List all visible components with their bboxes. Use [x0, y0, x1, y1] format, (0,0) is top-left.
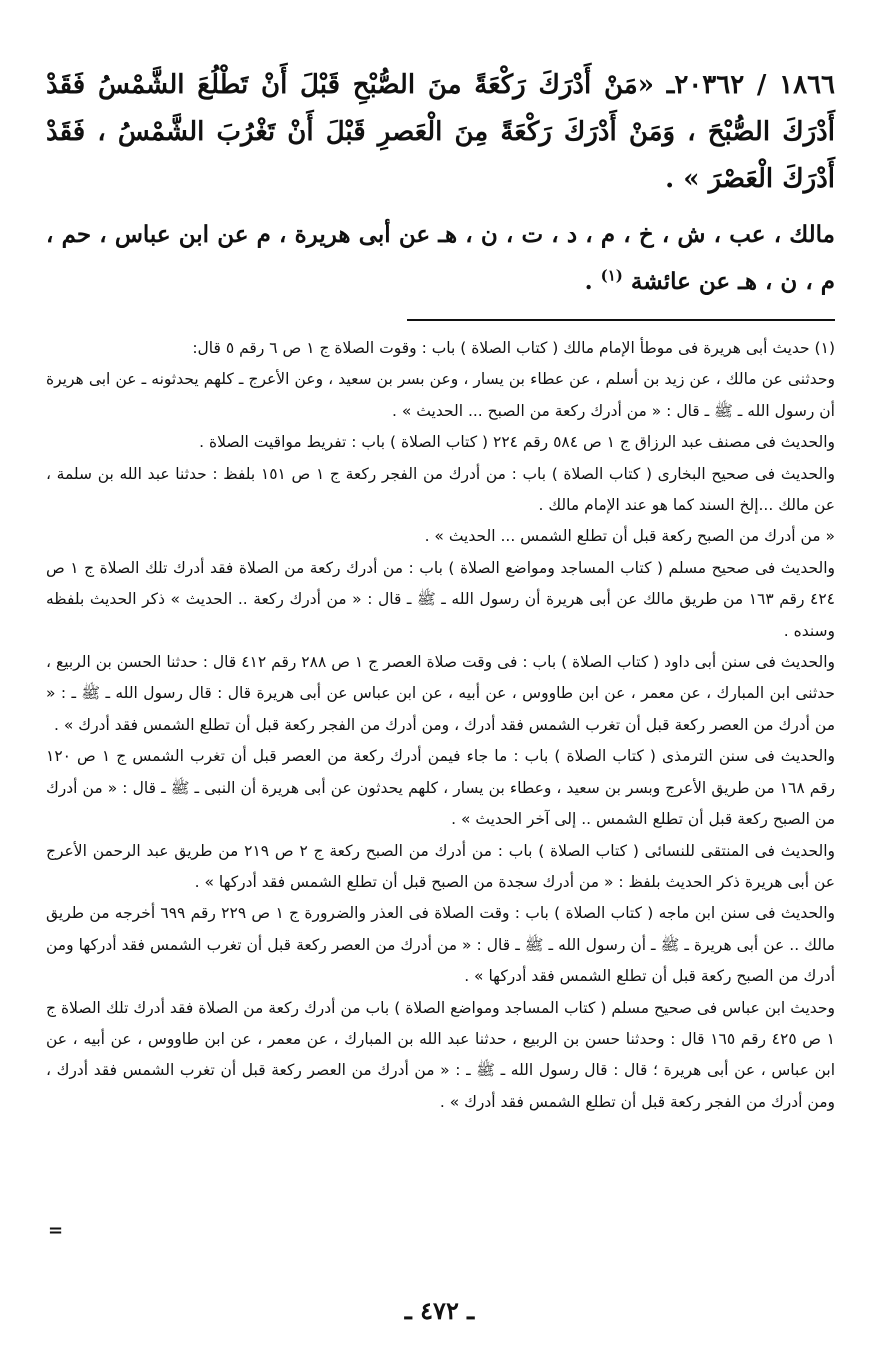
footnote-paragraph: « من أدرك من الصبح ركعة قبل أن تطلع الشمس ... الحديث » . [424, 527, 835, 546]
footnote-paragraph: والحديث فى صحيح البخارى ( كتاب الصلاة ) باب : من أدرك من الفجر ركعة ج ١ ص ١٥١ بلفظ : حدثنا عبد الله بن سلمة ، عن مالك ...إلخ السند كما هو عند الإمام مالك . [46, 464, 836, 515]
footnote-reference: (١) [600, 266, 623, 285]
footnote-paragraph: والحديث فى صحيح مسلم ( كتاب المساجد ومواضع الصلاة ) باب : من أدرك ركعة من الصلاة فقد أدرك تلك الصلاة ج ١ ص ٤٢٤ رقم ١٦٣ من طريق مالك عن أبى هريرة أن رسول الله ـ ﷺ ـ قال : « من أدرك ركعة .. الحديث » ذكر الحديث بلفظه وسنده . [46, 558, 835, 640]
footnote-paragraph: (١) حديث أبى هريرة فى موطأ الإمام مالك ( كتاب الصلاة ) باب : وقوت الصلاة ج ١ ص ٦ رقم ٥ قال: [192, 339, 835, 357]
footnote-paragraph: والحديث فى سنن الترمذى ( كتاب الصلاة ) باب : ما جاء فيمن أدرك ركعة من العصر قبل أن تغرب الشمس ج ١ ص ١٢٠ رقم ١٦٨ من طريق الأعرج وبسر بن سعيد ، وعطاء بن يسار ، كلهم يحدثون عن أبى هريرة أن النبى ـ ﷺ ـ قال : « من أدرك من الصبح ركعة قبل أن تطلع الشمس .. إلى آخر الحديث » . [46, 747, 835, 829]
sources-list: مالك ، عب ، ش ، خ ، م ، د ، ت ، ن ، هـ عن أبى هريرة ، م عن ابن عباس ، حم ، م ، ن ، هـ عن عائشة [46, 221, 835, 295]
footnote-paragraph: والحديث فى المنتقى للنسائى ( كتاب الصلاة ) باب : من أدرك من الصبح ركعة ج ٢ ص ٢١٩ من طريق عبد الرحمن الأعرج عن أبى هريرة ذكر الحديث بلفظ : « من أدرك سجدة من الصبح قبل أن تطلع الشمس فقد أدركها » . [46, 841, 835, 891]
footnote-paragraph: والحديث فى مصنف عبد الرزاق ج ١ ص ٥٨٤ رقم ٢٢٤ ( كتاب الصلاة ) باب : تفريط مواقيت الصلاة . [199, 433, 835, 452]
hadith-sources [46, 211, 835, 305]
hadith-text: ١٨٦٦ / ٢٠٣٦٢ـ «مَنْ أَدْرَكَ رَكْعَةً منَ الصُّبْحِ قَبْلَ أَنْ تَطْلُعَ الشَّمْسُ فَقَدْ أَدْرَكَ الصُّبْحَ ، وَمَنْ أَدْرَكَ رَكْعَةً مِنَ الْعَصرِ قَبْلَ أَنْ تَغْرُبَ الشَّمْسُ ، فَقَدْ أَدْرَكَ الْعَصْرَ » . [46, 70, 836, 194]
footnote-paragraph: والحديث فى سنن أبى داود ( كتاب الصلاة ) باب : فى وقت صلاة العصر ج ١ ص ٢٨٨ رقم ٤١٢ قال : حدثنا الحسن بن الربيع ، حدثنى ابن المبارك ، عن معمر ، عن ابن طاووس ، عن أبيه ، عن ابن عباس عن أبى هريرة قال : قال رسول الله ـ ﷺ ـ : « من أدرك من العصر ركعة قبل أن تغرب الشمس فقد أدرك ، ومن أدرك من الفجر ركعة قبل أن تطلع الشمس فقد أدرك » . [46, 653, 835, 734]
continuation-mark: = [48, 1220, 64, 1241]
page-number: ـ ٤٧٢ ـ [404, 1296, 475, 1325]
footnote-separator [407, 319, 835, 321]
footnotes [46, 333, 835, 1118]
footnote-paragraph: وحدثنى عن مالك ، عن زيد بن أسلم ، عن عطاء بن يسار ، وعن بسر بن سعيد ، وعن الأعرج ـ كلهم يحدثونه ـ عن ابى هريرة أن رسول الله ـ ﷺ ـ قال : « من أدرك ركعة من الصبح ... الحديث » . [46, 370, 835, 420]
sources-end-mark: . [584, 268, 601, 295]
footnote-paragraph: والحديث فى سنن ابن ماجه ( كتاب الصلاة ) باب : وقت الصلاة فى العذر والضرورة ج ١ ص ٢٢٩ رقم ٦٩٩ أخرجه من طريق مالك .. عن أبى هريرة ـ ﷺ ـ أن رسول الله ـ ﷺ ـ قال : « من أدرك من العصر ركعة قبل أن تغرب الشمس فقد أدركها ومن أدرك من الصبح ركعة قبل أن تطلع الشمس فقد أدركها » . [46, 904, 836, 986]
footnote-paragraph: وحديث ابن عباس فى صحيح مسلم ( كتاب المساجد ومواضع الصلاة ) باب من أدرك ركعة من الصلاة فقد أدرك تلك الصلاة ج ١ ص ٤٢٥ رقم ١٦٥ قال : وحدثنا حسن بن الربيع ، حدثنا عبد الله بن المبارك ، عن معمر ، عن ابن طاووس ، عن أبيه ، عن ابن عباس ، عن أبى هريرة ؛ قال : قال رسول الله ـ ﷺ ـ : « من أدرك من العصر ركعة قبل أن تغرب الشمس فقد أدرك ، ومن أدرك من الفجر ركعة قبل أن تطلع الشمس فقد أدرك » . [46, 998, 835, 1111]
